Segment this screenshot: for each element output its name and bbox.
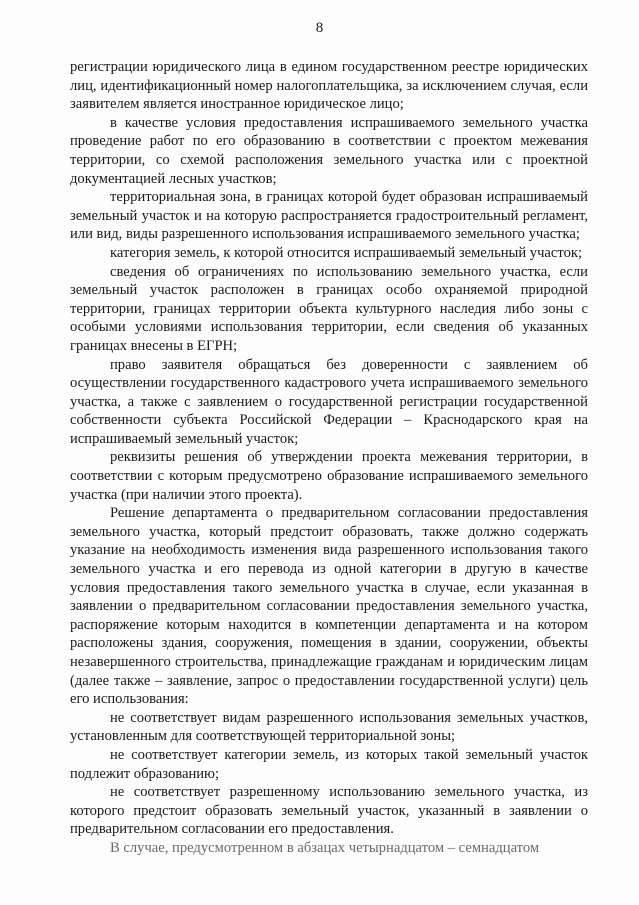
paragraph: не соответствует разрешенному использованию земельного участка, из которого предстоит образовать земельный участок, указанный в заявлении о предварительном согласовании его предоставления. [70, 784, 588, 838]
paragraph: в качестве условия предоставления испрашиваемого земельного участка проведение работ по его образованию в соответствии с проектом межевания территории, со схемой расположения земельного участка или с проектной документацией лесных участков; [70, 114, 588, 187]
paragraph: сведения об ограничениях по использованию земельного участка, если земельный участок расположен в границах особо охраняемой природной территории, границах территории объекта культурного наследия либо зоны с особыми условиями использования территории, если сведения об указанных границах внесены в ЕГРН; [70, 263, 588, 354]
paragraph: право заявителя обращаться без доверенности с заявлением об осуществлении государственного кадастрового учета испрашиваемого земельного участка, а также с заявлением о государственной регистрации государственной собственности субъекта Российской Федерации – Краснодарского края на испрашиваемый земельный участок; [70, 356, 588, 447]
paragraph: Решение департамента о предварительном согласовании предоставления земельного участка, который предстоит образовать, также должно содержать указание на необходимость изменения вида разрешенного использования такого земельного участка и его перевода из одной категории в другую в качестве условия предоставления такого земельного участка в случае, если указанная в заявлении о предварительном согласовании предоставления земельного участка, распоряжение которым находится в компетенции департамента и на котором расположены здания, сооружения, помещения в здании, сооружении, объекты незавершенного строительства, принадлежащие гражданам и юридическим лицам (далее также – заявление, запрос о предоставлении государственной услуги) цель его использования: [70, 505, 588, 708]
paragraph: регистрации юридического лица в едином государственном реестре юридических лиц, идентификационный номер налогоплательщика, за исключением случая, если заявителем является иностранное юридическое лицо; [70, 59, 588, 113]
paragraph: территориальная зона, в границах которой будет образован испрашиваемый земельный участок и на которую распространяется градостроительный регламент, или вид, виды разрешенного использования испрашиваемого земельного участка; [70, 189, 588, 243]
paragraph: не соответствует видам разрешенного использования земельных участков, установленным для соответствующей территориальной зоны; [70, 709, 588, 745]
paragraph: реквизиты решения об утверждении проекта межевания территории, в соответствии с которым предусмотрено образование испрашиваемого земельного участка (при наличии этого проекта). [70, 449, 588, 503]
page-number: 8 [315, 20, 324, 36]
paragraph: категория земель, к которой относится испрашиваемый земельный участок; [110, 244, 583, 261]
document-body [70, 58, 588, 858]
paragraph-truncated: В случае, предусмотренном в абзацах четырнадцатом – семнадцатом [110, 839, 540, 856]
paragraph: не соответствует категории земель, из которых такой земельный участок подлежит образованию; [70, 746, 588, 782]
